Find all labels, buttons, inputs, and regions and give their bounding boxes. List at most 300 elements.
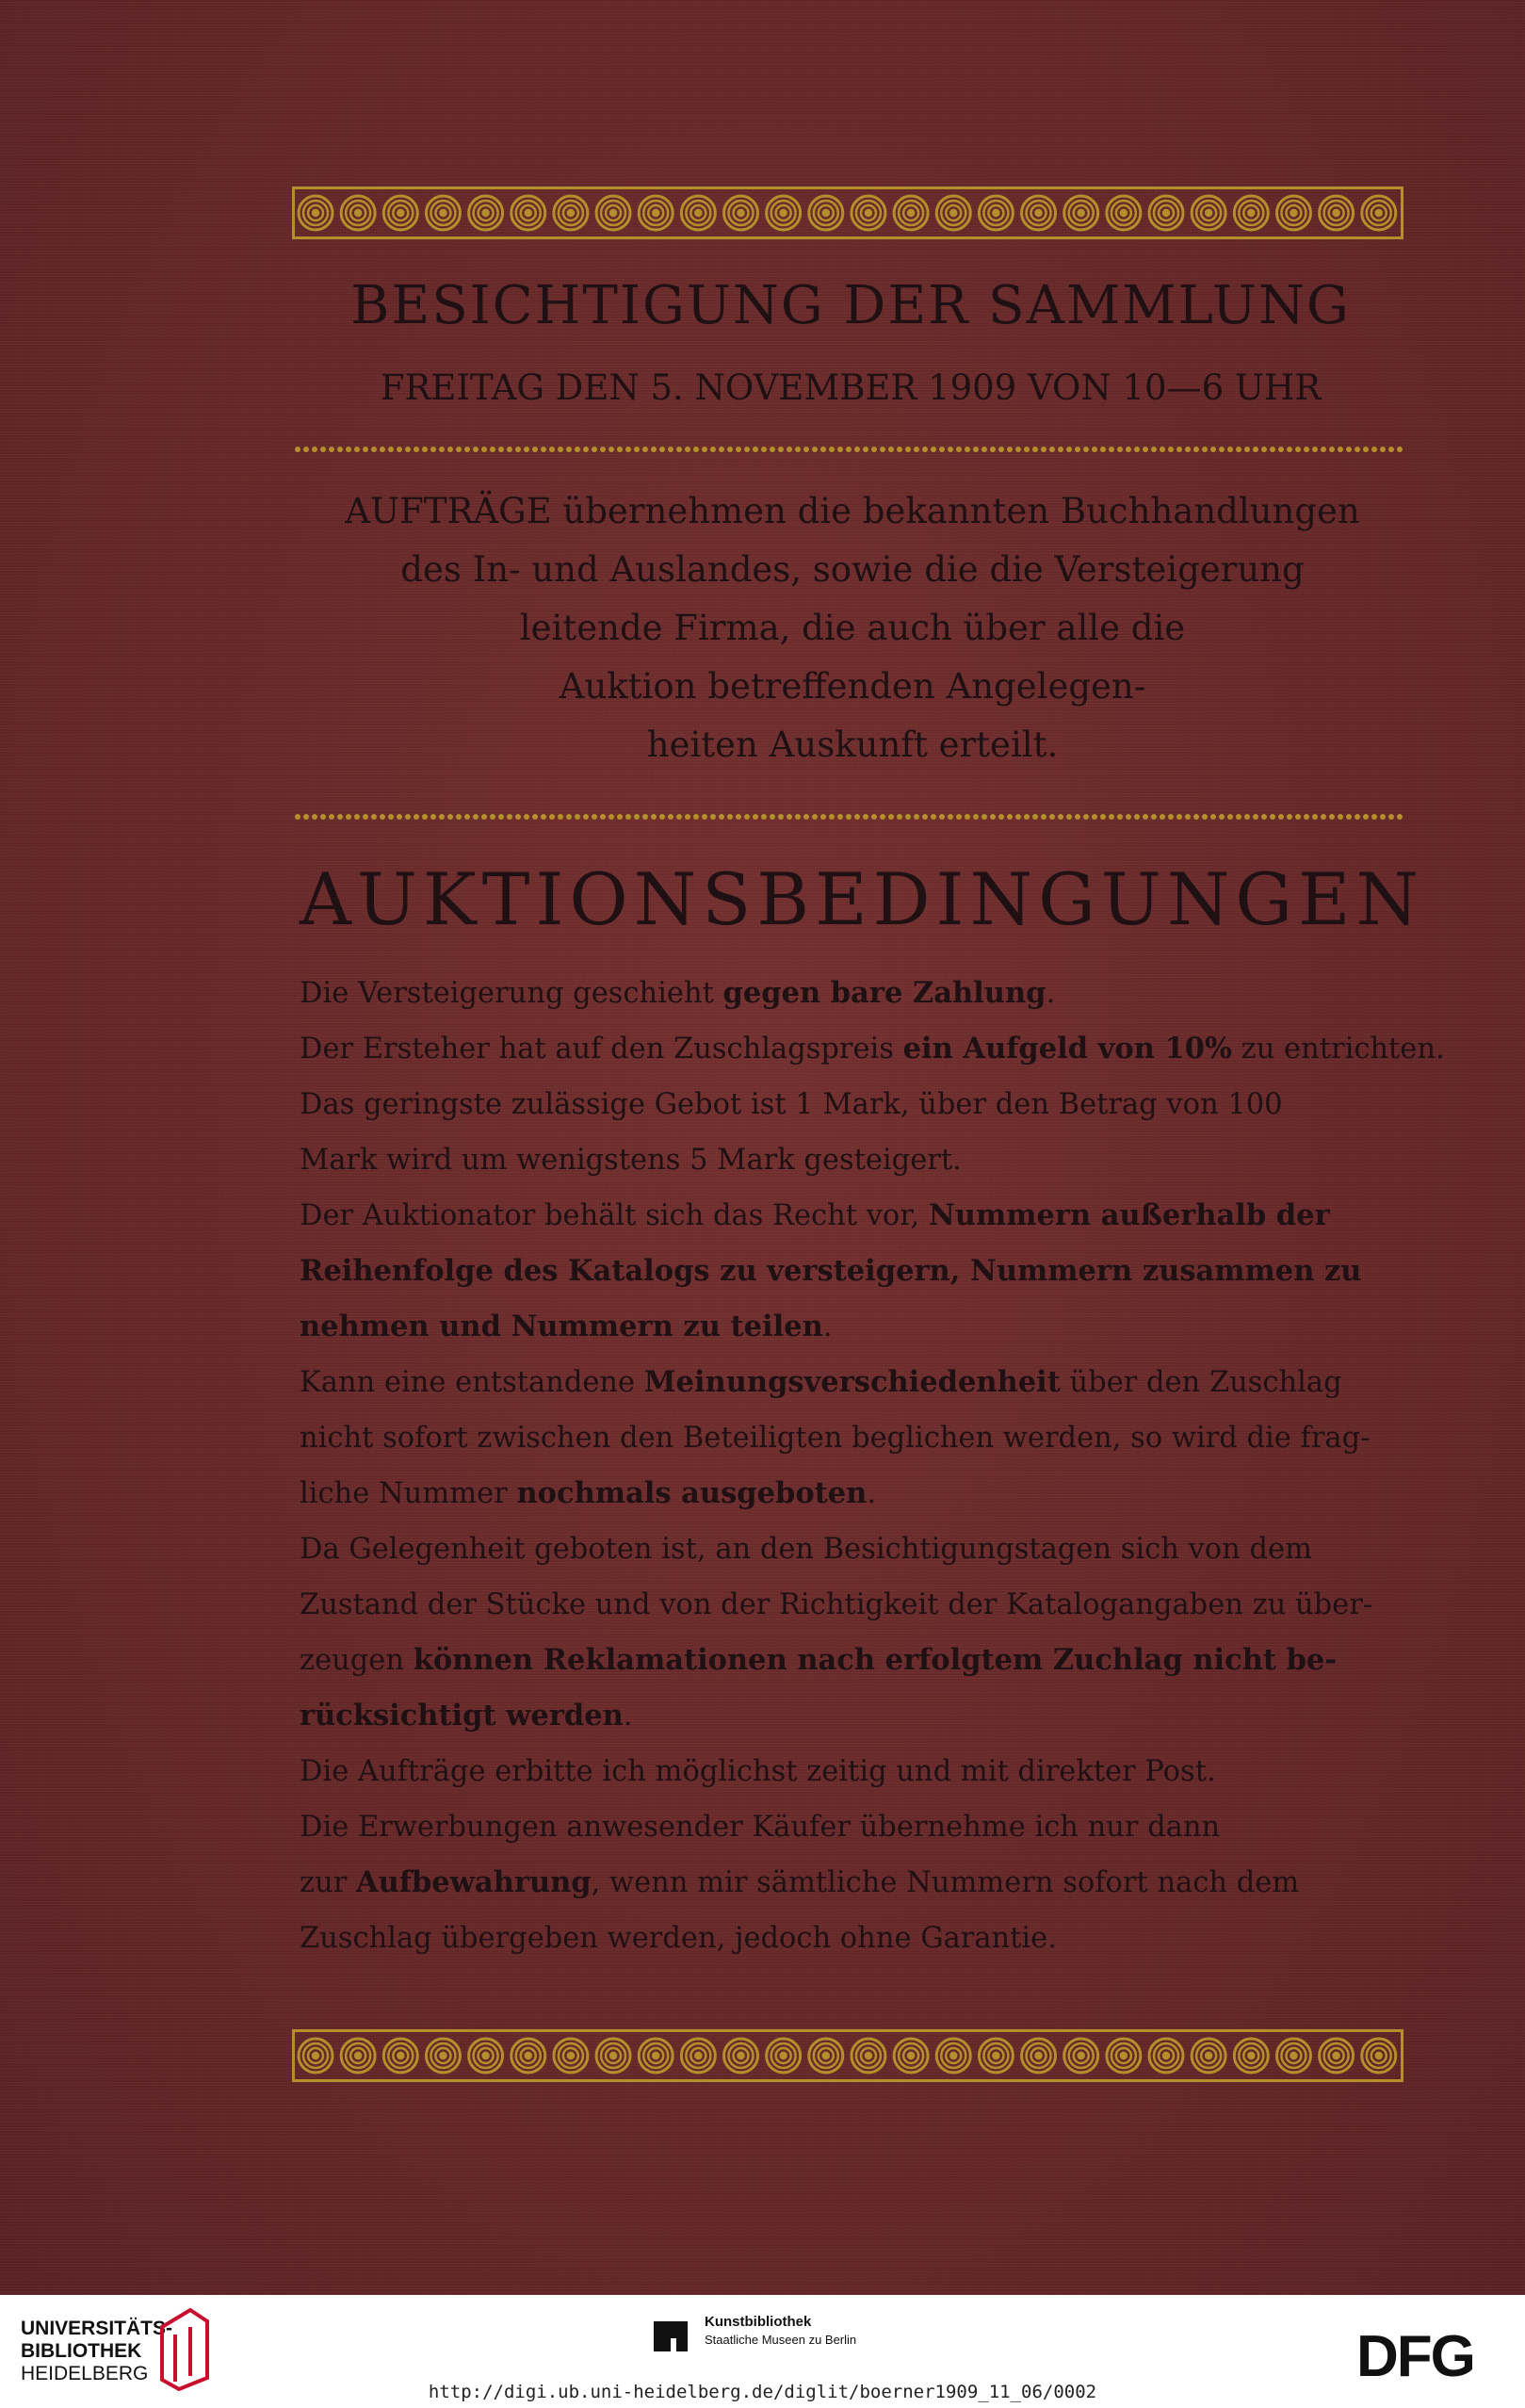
ornament-ring [695, 2053, 701, 2058]
rule-dot [753, 447, 758, 452]
rule-dot [1015, 447, 1021, 452]
rule-dot [583, 814, 589, 820]
rule-dot [1312, 447, 1318, 452]
rule-dot [651, 814, 657, 820]
rule-dot [956, 447, 962, 452]
rule-dot [541, 814, 546, 820]
rule-dot [1312, 814, 1318, 820]
rule-dot [998, 447, 1004, 452]
ornament-ring [1163, 210, 1169, 216]
ornament-ring [1376, 210, 1382, 216]
ornament-ring [653, 2053, 658, 2058]
condition-line [300, 1132, 1406, 1188]
rule-dot [778, 814, 784, 820]
rule-dot [1032, 447, 1038, 452]
rule-dot [1117, 814, 1123, 820]
rule-dot [498, 447, 504, 452]
rule-dot [320, 814, 326, 820]
condition-emphasis: ein Aufgeld von 10% [902, 1032, 1232, 1066]
rule-dot [1380, 447, 1386, 452]
rule-dot [719, 814, 724, 820]
rule-dot [778, 447, 784, 452]
rule-dot [710, 447, 716, 452]
rule-dot [617, 447, 623, 452]
rule-dot [515, 447, 521, 452]
ornament-ring [1334, 2053, 1339, 2058]
rule-dot [312, 814, 317, 820]
condition-line [300, 1744, 1406, 1799]
rule-dot [303, 447, 309, 452]
kunstbibliothek-icon [650, 2314, 695, 2355]
condition-text: Da Gelegenheit geboten ist, an den Besichtigungstagen sich von dem [300, 1533, 1312, 1566]
rule-dot [854, 447, 860, 452]
rule-dot [1338, 814, 1343, 820]
rule-dot [312, 447, 317, 452]
ornament-ring [1036, 2053, 1042, 2058]
ornament-ring [1163, 2053, 1169, 2058]
rule-dot [1134, 814, 1140, 820]
ornament-ring [483, 2053, 489, 2058]
condition-text: . [822, 1310, 833, 1343]
rule-dot [617, 814, 623, 820]
rule-dot [727, 814, 733, 820]
kb-subtitle: Staatliche Museen zu Berlin [705, 2333, 857, 2347]
condition-text: . [623, 1700, 633, 1733]
rule-dot [303, 814, 309, 820]
rule-dot [1338, 447, 1343, 452]
rule-dot [1193, 447, 1199, 452]
ornament-ring [695, 210, 701, 216]
rule-dot [1015, 814, 1021, 820]
rule-dot [1219, 447, 1225, 452]
rule-dot [371, 814, 377, 820]
ornament-ring [610, 210, 616, 216]
condition-emphasis: Aufbewahrung [356, 1865, 592, 1899]
rule-dot [1032, 814, 1038, 820]
rule-dot [1092, 447, 1097, 452]
orders-paragraph [301, 482, 1403, 774]
ornament-ring [440, 210, 446, 216]
rule-dot [1236, 814, 1241, 820]
rule-dot [753, 814, 758, 820]
ornament-ring [653, 210, 658, 216]
rule-dot [651, 447, 657, 452]
rule-dot [914, 447, 919, 452]
rule-dot [532, 447, 538, 452]
ornament-ring [440, 2053, 446, 2058]
rule-dot [422, 447, 428, 452]
condition-emphasis: rücksichtigt werden [300, 1699, 624, 1733]
rule-dot [1253, 814, 1258, 820]
rule-dot [1278, 447, 1284, 452]
rule-dot [566, 814, 572, 820]
ornament-ring [866, 210, 871, 216]
rule-dot [388, 814, 394, 820]
rule-dot [770, 447, 775, 452]
rule-dot [608, 814, 614, 820]
ornament-band-bottom [292, 2029, 1403, 2082]
rule-dot [1355, 814, 1360, 820]
rule-dot [1321, 814, 1326, 820]
rule-dot [659, 447, 665, 452]
rule-dot [1109, 447, 1114, 452]
rule-dot [524, 814, 529, 820]
rule-dot [990, 814, 996, 820]
rule-dot [787, 447, 792, 452]
condition-text: Der Ersteher hat auf den Zuschlagspreis [300, 1033, 903, 1066]
condition-text: zur [300, 1866, 356, 1899]
ornament-ring [1290, 2053, 1296, 2058]
rule-dot [473, 447, 479, 452]
heidelberg-library-name [21, 2318, 172, 2385]
ornament-ring [1248, 2053, 1254, 2058]
dotted-rule-2 [294, 812, 1405, 822]
rule-dot [846, 814, 852, 820]
ornament-ring [1121, 210, 1127, 216]
rule-dot [397, 447, 402, 452]
ornament-ring [1376, 2053, 1382, 2058]
viewing-date: FREITAG DEN 5. NOVEMBER 1909 VON 10—6 UHR [380, 367, 1322, 408]
orders-line: leitende Firma, die auch über alle die [519, 608, 1186, 648]
rule-dot [736, 814, 741, 820]
rule-dot [803, 814, 809, 820]
ornament-ring [738, 210, 744, 216]
rule-dot [1134, 447, 1140, 452]
rule-dot [863, 447, 868, 452]
rule-dot [719, 447, 724, 452]
library-line-2: BIBLIOTHEK [21, 2340, 142, 2362]
condition-line [300, 1911, 1406, 1966]
rule-dot [1066, 814, 1072, 820]
rule-dot [1193, 814, 1199, 820]
rule-dot [507, 814, 512, 820]
rule-dot [1202, 447, 1208, 452]
ornament-ring [908, 210, 914, 216]
rule-dot [490, 814, 495, 820]
ornament-ring [781, 210, 787, 216]
rule-dot [829, 447, 835, 452]
rule-dot [1024, 447, 1030, 452]
rule-dot [1109, 814, 1114, 820]
condition-text: Der Auktionator behält sich das Recht vor, [300, 1199, 929, 1232]
rule-dot [456, 814, 462, 820]
rule-dot [1244, 814, 1250, 820]
ornament-ring [483, 210, 489, 216]
condition-line [300, 1188, 1406, 1244]
rule-dot [320, 447, 326, 452]
rule-dot [1075, 447, 1080, 452]
rule-dot [1371, 447, 1377, 452]
library-line-1: UNIVERSITÄTS- [21, 2318, 173, 2339]
rule-dot [1321, 447, 1326, 452]
rule-dot [761, 814, 767, 820]
rule-dot [1388, 814, 1394, 820]
ornament-ring [526, 2053, 531, 2058]
rule-dot [668, 814, 673, 820]
rule-dot [1075, 814, 1080, 820]
ornament-band-top [292, 187, 1403, 239]
rule-dot [354, 814, 360, 820]
rule-dot [354, 447, 360, 452]
orders-line: des In- und Auslandes, sowie die die Versteigerung [400, 549, 1305, 590]
rule-dot [795, 814, 801, 820]
rule-dot [575, 447, 580, 452]
condition-line [300, 1355, 1406, 1410]
rule-dot [558, 814, 563, 820]
condition-line [300, 1021, 1445, 1077]
rule-dot [956, 814, 962, 820]
rule-dot [422, 814, 428, 820]
rule-dot [1210, 814, 1216, 820]
rule-dot [1329, 814, 1335, 820]
rule-dot [456, 447, 462, 452]
ornament-ring [1036, 210, 1042, 216]
rule-dot [1261, 814, 1267, 820]
rule-dot [1143, 447, 1148, 452]
rule-dot [1304, 447, 1309, 452]
ornament-ring [397, 210, 403, 216]
rule-dot [888, 814, 894, 820]
rule-dot [1261, 447, 1267, 452]
rule-dot [634, 814, 640, 820]
ornament-ring [993, 210, 998, 216]
rule-dot [998, 814, 1004, 820]
rule-dot [1346, 447, 1352, 452]
rule-dot [931, 814, 936, 820]
rule-dot [380, 447, 385, 452]
rule-dot [1380, 814, 1386, 820]
rule-dot [1092, 814, 1097, 820]
rule-dot [625, 447, 631, 452]
condition-text: , wenn mir sämtliche Nummern sofort nach dem [591, 1866, 1300, 1899]
rule-dot [414, 814, 419, 820]
rule-dot [346, 447, 351, 452]
rule-dot [608, 447, 614, 452]
condition-text: Die Aufträge erbitte ich möglichst zeitig und mit direkter Post. [300, 1755, 1216, 1788]
rule-dot [803, 447, 809, 452]
rule-dot [1168, 447, 1174, 452]
rule-dot [1083, 447, 1089, 452]
permalink-url[interactable]: http://digi.ub.uni-heidelberg.de/diglit/boerner1909_11_06/0002 [428, 2382, 1097, 2402]
rule-dot [1041, 814, 1046, 820]
ornament-ring [950, 210, 956, 216]
rule-dot [1355, 447, 1360, 452]
ornament-ring [823, 210, 829, 216]
rule-dot [1295, 814, 1301, 820]
rule-dot [515, 814, 521, 820]
rule-dot [1253, 447, 1258, 452]
rule-dot [1066, 447, 1072, 452]
rule-dot [498, 814, 504, 820]
rule-dot [812, 447, 818, 452]
rule-dot [592, 814, 597, 820]
condition-emphasis: können Reklamationen nach erfolgtem Zuchlag nicht be- [413, 1643, 1337, 1677]
ornament-ring [397, 2053, 403, 2058]
condition-emphasis: gegen bare Zahlung [722, 976, 1046, 1010]
condition-emphasis: Reihenfolge des Katalogs zu versteigern, Nummern zusammen zu [300, 1254, 1362, 1288]
rule-dot [430, 814, 436, 820]
rule-dot [405, 447, 411, 452]
rule-dot [1227, 814, 1233, 820]
ornament-ring [738, 2053, 744, 2058]
rule-dot [736, 447, 741, 452]
ornament-ring [866, 2053, 871, 2058]
rule-dot [1083, 814, 1089, 820]
ornament-ring [1079, 2053, 1084, 2058]
rule-dot [744, 447, 750, 452]
ornament-ring [568, 210, 574, 216]
rule-dot [795, 447, 801, 452]
rule-dot [1278, 814, 1284, 820]
dfg-logo[interactable]: DFG [1356, 2324, 1474, 2389]
conditions-body [300, 966, 1445, 1966]
orders-line: heiten Auskunft erteilt. [646, 724, 1059, 765]
rule-dot [922, 814, 928, 820]
rule-dot [600, 814, 606, 820]
rule-dot [982, 447, 987, 452]
rule-dot [464, 814, 470, 820]
rule-dot [634, 447, 640, 452]
rule-dot [948, 814, 953, 820]
rule-dot [1058, 814, 1063, 820]
rule-dot [982, 814, 987, 820]
condition-text: Die Versteigerung geschieht [300, 977, 723, 1010]
rule-dot [787, 814, 792, 820]
condition-text: liche Nummer [300, 1477, 517, 1510]
rule-dot [871, 447, 877, 452]
condition-line [300, 1521, 1406, 1577]
orders-line: Auktion betreffenden Angelegen- [559, 666, 1146, 707]
ornament-ring [1206, 210, 1211, 216]
rule-dot [507, 447, 512, 452]
rule-dot [837, 814, 843, 820]
orders-line: AUFTRÄGE übernehmen die bekannten Buchhandlungen [345, 491, 1360, 531]
rule-dot [871, 814, 877, 820]
condition-text: über den Zuschlag [1060, 1366, 1342, 1399]
rule-dot [549, 814, 555, 820]
rule-dot [1185, 814, 1191, 820]
rule-dot [1007, 814, 1013, 820]
rule-dot [685, 447, 690, 452]
condition-emphasis: nochmals ausgeboten [516, 1476, 868, 1510]
ornament-ring [610, 2053, 616, 2058]
rule-dot [1041, 447, 1046, 452]
rule-dot [490, 447, 495, 452]
rule-dot [380, 814, 385, 820]
condition-line [300, 1244, 1406, 1299]
rule-dot [1024, 814, 1030, 820]
rule-dot [880, 447, 885, 452]
rule-dot [600, 447, 606, 452]
rule-dot [1176, 814, 1182, 820]
rule-dot [948, 447, 953, 452]
rule-dot [329, 447, 334, 452]
rule-dot [685, 814, 690, 820]
ornament-ring [313, 210, 318, 216]
rule-dot [1143, 814, 1148, 820]
kb-name: Kunstbibliothek [705, 2314, 812, 2330]
conditions-title: AUKTIONSBEDINGUNGEN [300, 857, 1425, 941]
rule-dot [447, 814, 453, 820]
rule-dot [388, 447, 394, 452]
rule-dot [939, 814, 945, 820]
rule-dot [1388, 447, 1394, 452]
condition-line [300, 1633, 1406, 1688]
rule-dot [1100, 814, 1106, 820]
ornament-ring [1334, 210, 1339, 216]
ornament-ring [1290, 210, 1296, 216]
ornament-ring [355, 2053, 361, 2058]
rule-dot [820, 814, 826, 820]
rule-dot [1346, 814, 1352, 820]
rule-dot [1126, 814, 1131, 820]
rule-dot [837, 447, 843, 452]
rule-dot [1202, 814, 1208, 820]
rule-dot [1151, 447, 1157, 452]
rule-dot [990, 447, 996, 452]
rule-dot [880, 814, 885, 820]
condition-text: nicht sofort zwischen den Beteiligten beglichen werden, so wird die frag- [300, 1422, 1371, 1455]
rule-dot [1160, 814, 1165, 820]
rule-dot [1185, 447, 1191, 452]
ornament-ring [781, 2053, 787, 2058]
ornament-ring [355, 210, 361, 216]
rule-dot [1270, 814, 1275, 820]
rule-dot [1058, 447, 1063, 452]
rule-dot [1007, 447, 1013, 452]
rule-dot [931, 447, 936, 452]
rule-dot [727, 447, 733, 452]
rule-dot [854, 814, 860, 820]
rule-dot [1397, 814, 1403, 820]
rule-dot [481, 447, 487, 452]
rule-dot [464, 447, 470, 452]
ornament-ring [1206, 2053, 1211, 2058]
ornament-ring [823, 2053, 829, 2058]
rule-dot [812, 814, 818, 820]
ornament-ring [1121, 2053, 1127, 2058]
rule-dot [371, 447, 377, 452]
viewing-heading: BESICHTIGUNG DER SAMMLUNG [350, 275, 1351, 336]
rule-dot [337, 814, 343, 820]
condition-text: zeugen [300, 1644, 414, 1677]
rule-dot [337, 447, 343, 452]
rule-dot [447, 447, 453, 452]
dotted-rule-1 [294, 445, 1405, 454]
rule-dot [430, 447, 436, 452]
condition-line [300, 1577, 1406, 1633]
condition-line [300, 1688, 1406, 1744]
heidelberg-logo-icon [153, 2306, 211, 2391]
rule-dot [693, 814, 699, 820]
rule-dot [439, 814, 445, 820]
rule-dot [1049, 447, 1055, 452]
rule-dot [1363, 447, 1369, 452]
condition-line [300, 1077, 1406, 1132]
rule-dot [888, 447, 894, 452]
condition-text: Mark wird um wenigstens 5 Mark gesteigert. [300, 1144, 962, 1177]
ornament-ring [993, 2053, 998, 2058]
rule-dot [744, 814, 750, 820]
rule-dot [846, 447, 852, 452]
condition-text: Zustand der Stücke und von der Richtigkeit der Katalogangaben zu über- [300, 1588, 1373, 1621]
rule-dot [1227, 447, 1233, 452]
rule-dot [642, 447, 648, 452]
condition-line [300, 1855, 1406, 1911]
rule-dot [668, 447, 673, 452]
rule-dot [414, 447, 419, 452]
condition-text: Das geringste zulässige Gebot ist 1 Mark, über den Betrag von 100 [300, 1088, 1283, 1121]
